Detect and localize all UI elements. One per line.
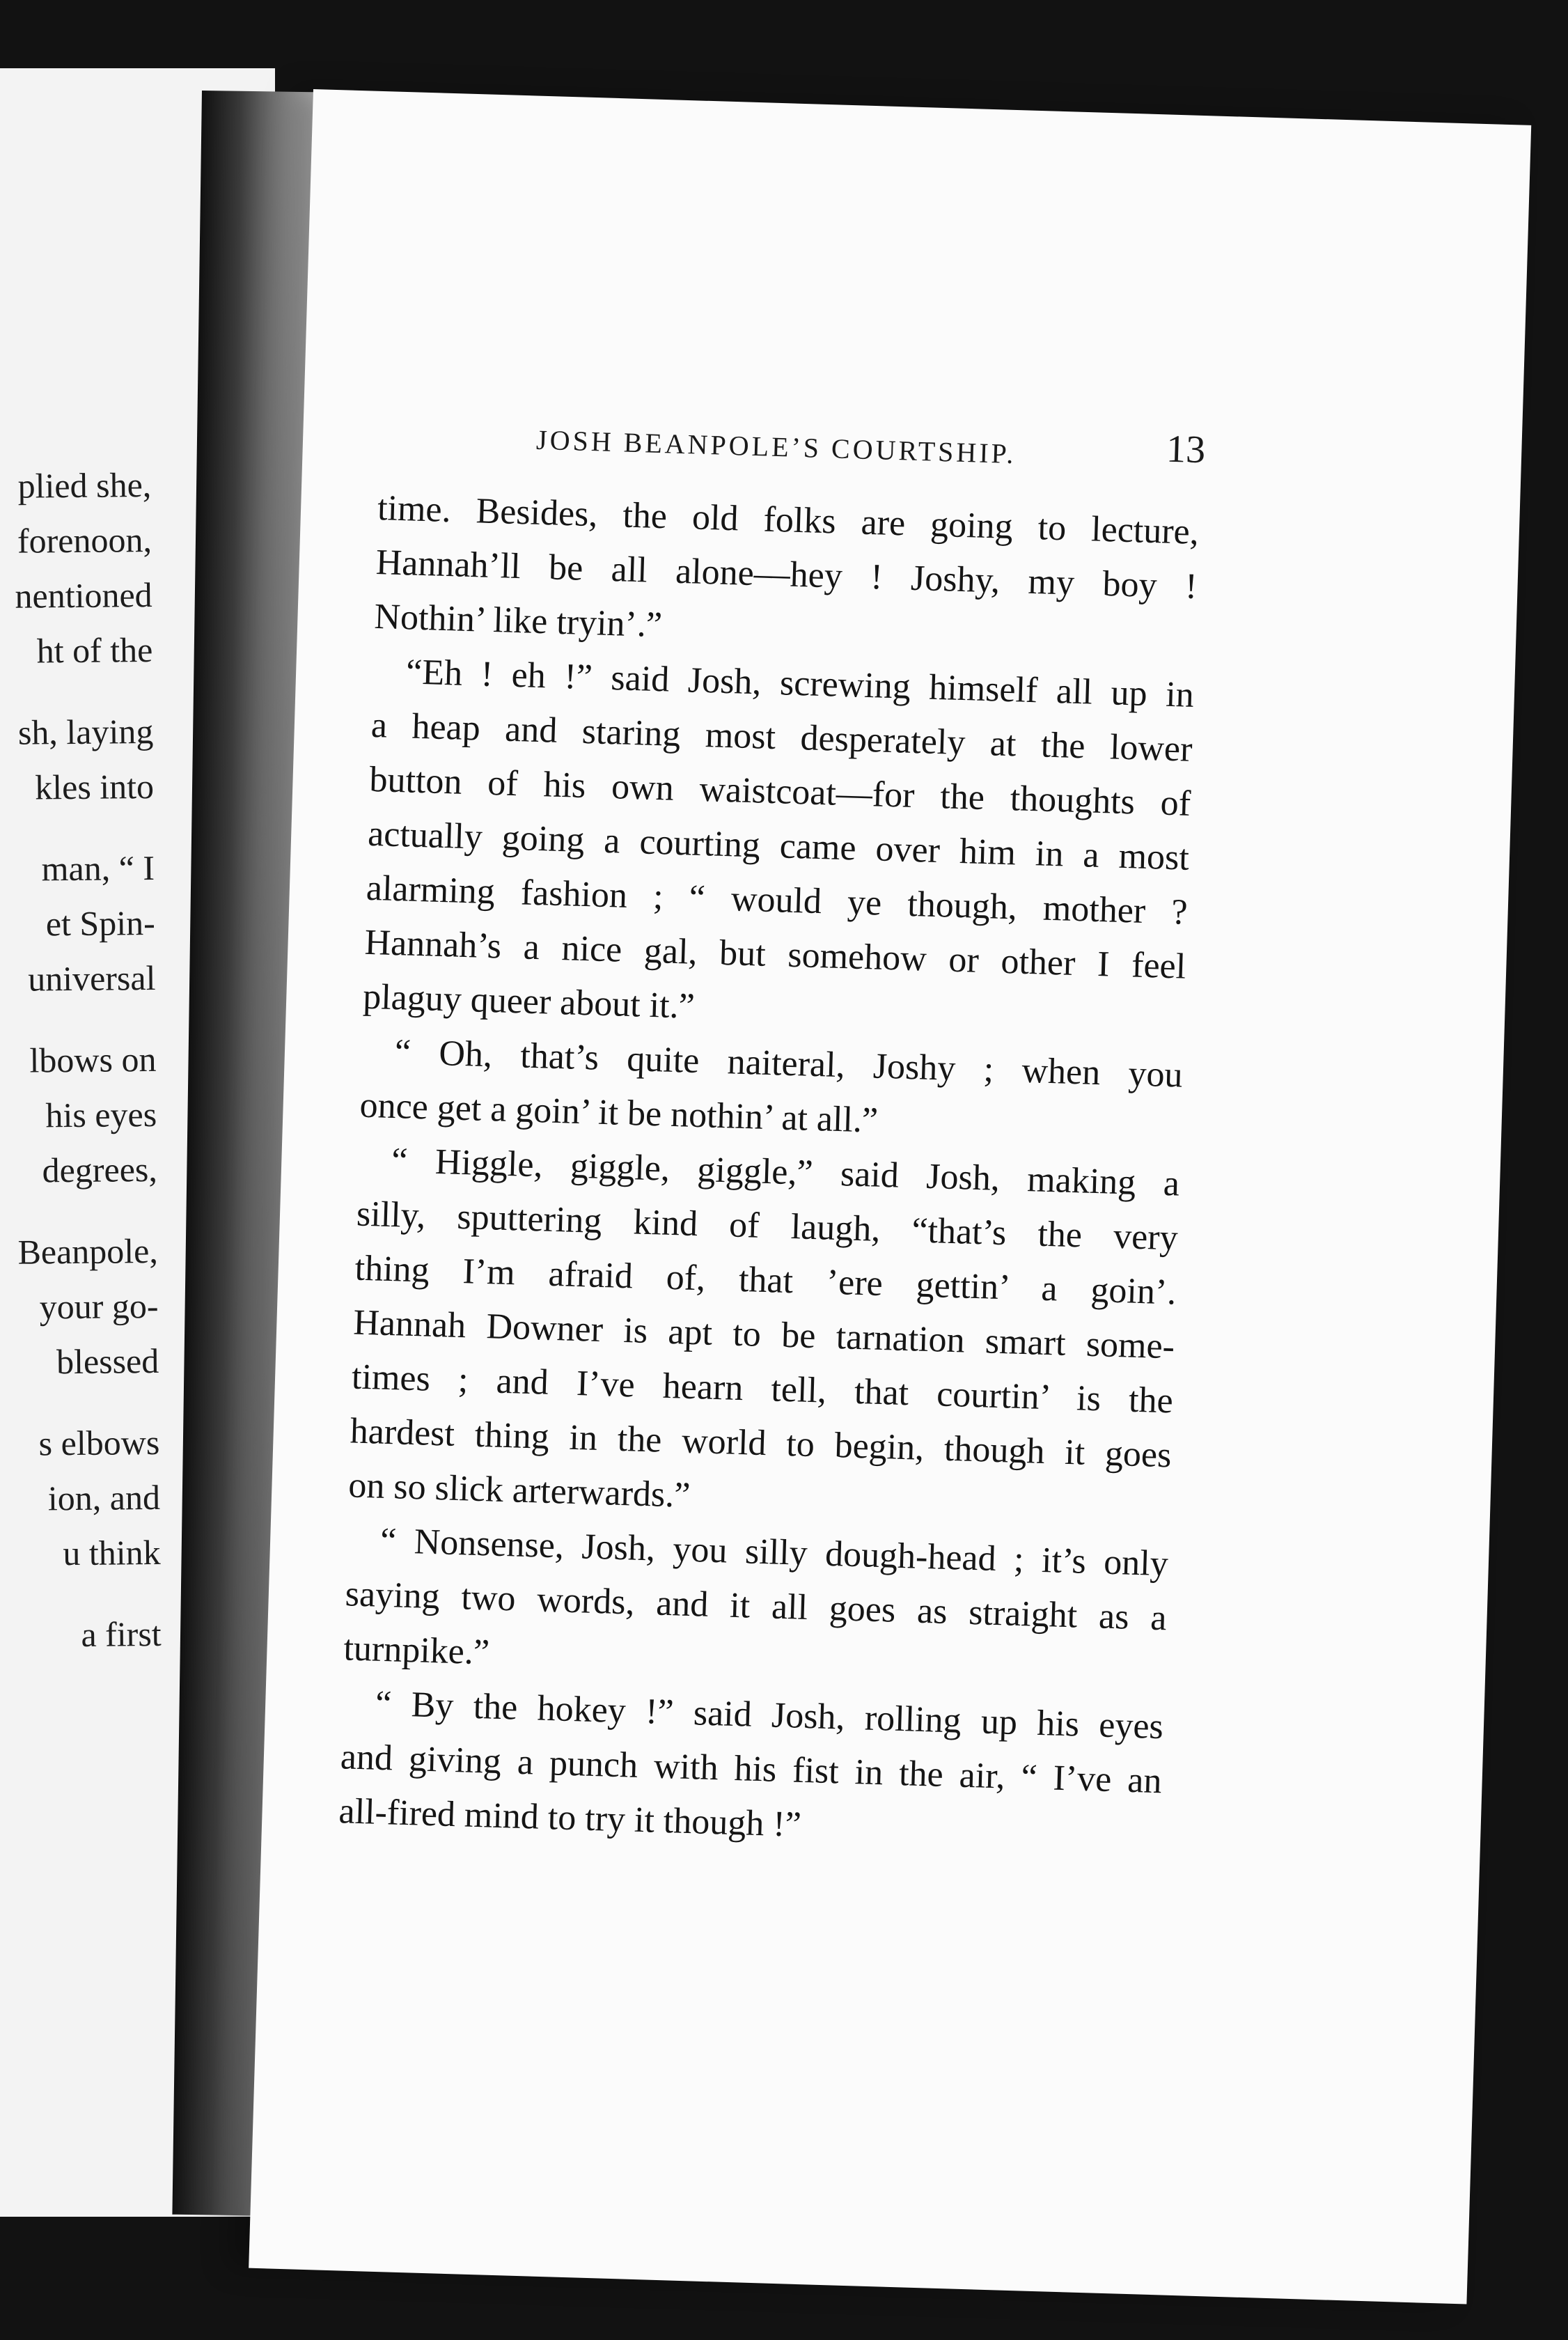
text-line: silly, sputtering kind of laugh, “that’s the very	[356, 1194, 1179, 1258]
left-text-line: your go-	[39, 1286, 159, 1327]
left-text-line: his eyes	[45, 1094, 157, 1135]
left-text-line: Beanpole,	[17, 1231, 159, 1272]
text-line: “ By the hokey !” said Josh, rolling up his eyes	[375, 1683, 1164, 1747]
left-text-line: ht of the	[36, 630, 153, 671]
text-line: button of his own waistcoat—for the thoughts of	[368, 759, 1191, 824]
text-line: and giving a punch with his fist in the air, “ I’ve an	[340, 1737, 1163, 1802]
text-line: Hannah’s a nice gal, but somehow or other I feel	[363, 922, 1187, 987]
right-page	[249, 89, 1531, 2304]
page-number: 13	[1166, 427, 1207, 472]
left-text-line: plied she,	[17, 465, 152, 506]
text-line: on so slick arterwards.”	[347, 1465, 691, 1515]
text-line: saying two words, and it all goes as straight as a	[345, 1574, 1168, 1639]
text-line: “Eh ! eh !” said Josh, screwing himself all up in	[405, 652, 1195, 715]
text-line: Hannah’ll be all alone––hey ! Joshy, my boy !	[375, 542, 1198, 607]
text-line: “ Nonsense, Josh, you silly dough-head ; it’s only	[379, 1520, 1169, 1584]
text-line: “ Oh, that’s quite naiteral, Joshy ; when you	[394, 1032, 1184, 1095]
left-text-line: et Spin-	[45, 903, 155, 944]
left-text-line: forenoon,	[17, 520, 152, 561]
text-line: a heap and staring most desperately at the lower	[370, 705, 1193, 770]
text-line: actually going a courting came over him in a most	[367, 813, 1190, 878]
text-line: all-fired mind to try it though !”	[338, 1791, 802, 1845]
text-line: Hannah Downer is apt to be tarnation smart some-	[352, 1302, 1175, 1367]
text-line: alarming fashion ; “ would ye though, mother ?	[366, 868, 1189, 933]
left-text-line: universal	[27, 958, 156, 999]
left-text-line: u think	[63, 1532, 161, 1573]
left-text-line: degrees,	[42, 1149, 158, 1190]
left-page-text	[0, 464, 162, 1654]
left-text-line: man, “ I	[41, 848, 155, 889]
left-text-line: blessed	[56, 1341, 159, 1382]
left-text-line: a first	[81, 1614, 162, 1654]
left-text-line: nentioned	[15, 575, 152, 616]
text-line: thing I’m afraid of, that ’ere gettin’ a goin’.	[354, 1248, 1177, 1313]
left-text-line: s elbows	[38, 1422, 160, 1463]
text-line: turnpike.”	[343, 1628, 490, 1673]
text-line: hardest thing in the world to begin, though it goes	[350, 1411, 1173, 1476]
text-line: times ; and I’ve hearn tell, that courtin’ is the	[351, 1357, 1174, 1421]
running-head: JOSH BEANPOLE’S COURTSHIP.	[535, 423, 1017, 470]
left-text-line: ion, and	[47, 1477, 161, 1518]
text-line: time. Besides, the old folks are going to lecture,	[377, 488, 1200, 552]
text-line: plaguy queer about it.”	[362, 976, 696, 1027]
left-text-line: sh, laying	[17, 711, 154, 752]
text-line: Nothin’ like tryin’.”	[373, 596, 663, 646]
text-line: “ Higgle, giggle, giggle,” said Josh, making a	[391, 1141, 1180, 1204]
left-text-line: lbows on	[29, 1039, 157, 1080]
text-line: once get a goin’ it be nothin’ at all.”	[359, 1085, 879, 1141]
left-text-line: kles into	[34, 766, 155, 807]
